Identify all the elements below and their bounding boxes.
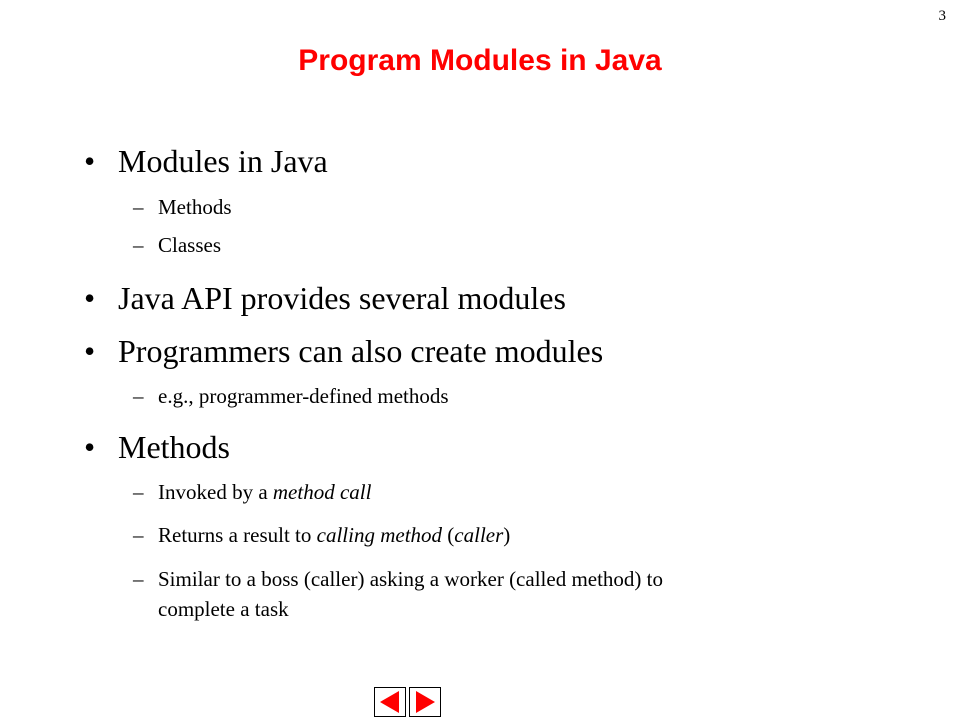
bullet-java-api xyxy=(84,279,566,317)
sub-dash: – xyxy=(133,567,144,591)
sub-item-classes xyxy=(133,230,221,260)
sub-item-similar xyxy=(133,564,663,624)
slide-title: Program Modules in Java xyxy=(298,44,662,77)
emphasis-term: method call xyxy=(272,480,372,504)
sub-item-programmer-defined xyxy=(133,381,449,411)
sub-item-invoked xyxy=(133,477,371,507)
page-number: 3 xyxy=(938,8,946,24)
sub-text: Classes xyxy=(158,233,221,257)
bullet-dot: • xyxy=(84,280,96,316)
sub-dash: – xyxy=(133,384,144,408)
bullet-methods xyxy=(84,428,230,466)
sub-text xyxy=(158,477,371,507)
emphasis-term: calling method xyxy=(316,523,443,547)
sub-item-methods xyxy=(133,192,232,222)
sub-dash: – xyxy=(133,233,144,257)
sub-dash: – xyxy=(133,523,144,547)
prev-slide-button[interactable] xyxy=(374,687,406,717)
sub-text: Similar to a boss (caller) asking a worker (called method) to xyxy=(158,567,664,591)
bullet-programmers-create xyxy=(84,332,603,370)
bullet-text: Methods xyxy=(118,429,230,465)
next-slide-button[interactable] xyxy=(409,687,441,717)
sub-text: Methods xyxy=(158,195,232,219)
sub-text: complete a task xyxy=(158,597,289,621)
bullet-text: Java API provides several modules xyxy=(118,280,566,316)
sub-text-part: ) xyxy=(503,523,511,547)
emphasis-term: caller xyxy=(454,523,504,547)
sub-text-part: ( xyxy=(442,523,455,547)
bullet-dot: • xyxy=(84,333,96,369)
sub-dash: – xyxy=(133,480,144,504)
sub-item-returns xyxy=(133,520,510,550)
sub-text: e.g., programmer-defined methods xyxy=(158,384,449,408)
sub-text-part: Invoked by a xyxy=(158,480,273,504)
right-arrow-icon xyxy=(410,688,440,716)
bullet-text: Modules in Java xyxy=(118,143,328,179)
bullet-dot: • xyxy=(84,429,96,465)
bullet-dot: • xyxy=(84,143,96,179)
bullet-text: Programmers can also create modules xyxy=(118,333,604,369)
sub-text xyxy=(158,520,510,550)
left-arrow-icon xyxy=(375,688,405,716)
sub-text-part: Returns a result to xyxy=(158,523,317,547)
bullet-modules-in-java xyxy=(84,142,328,180)
sub-dash: – xyxy=(133,195,144,219)
